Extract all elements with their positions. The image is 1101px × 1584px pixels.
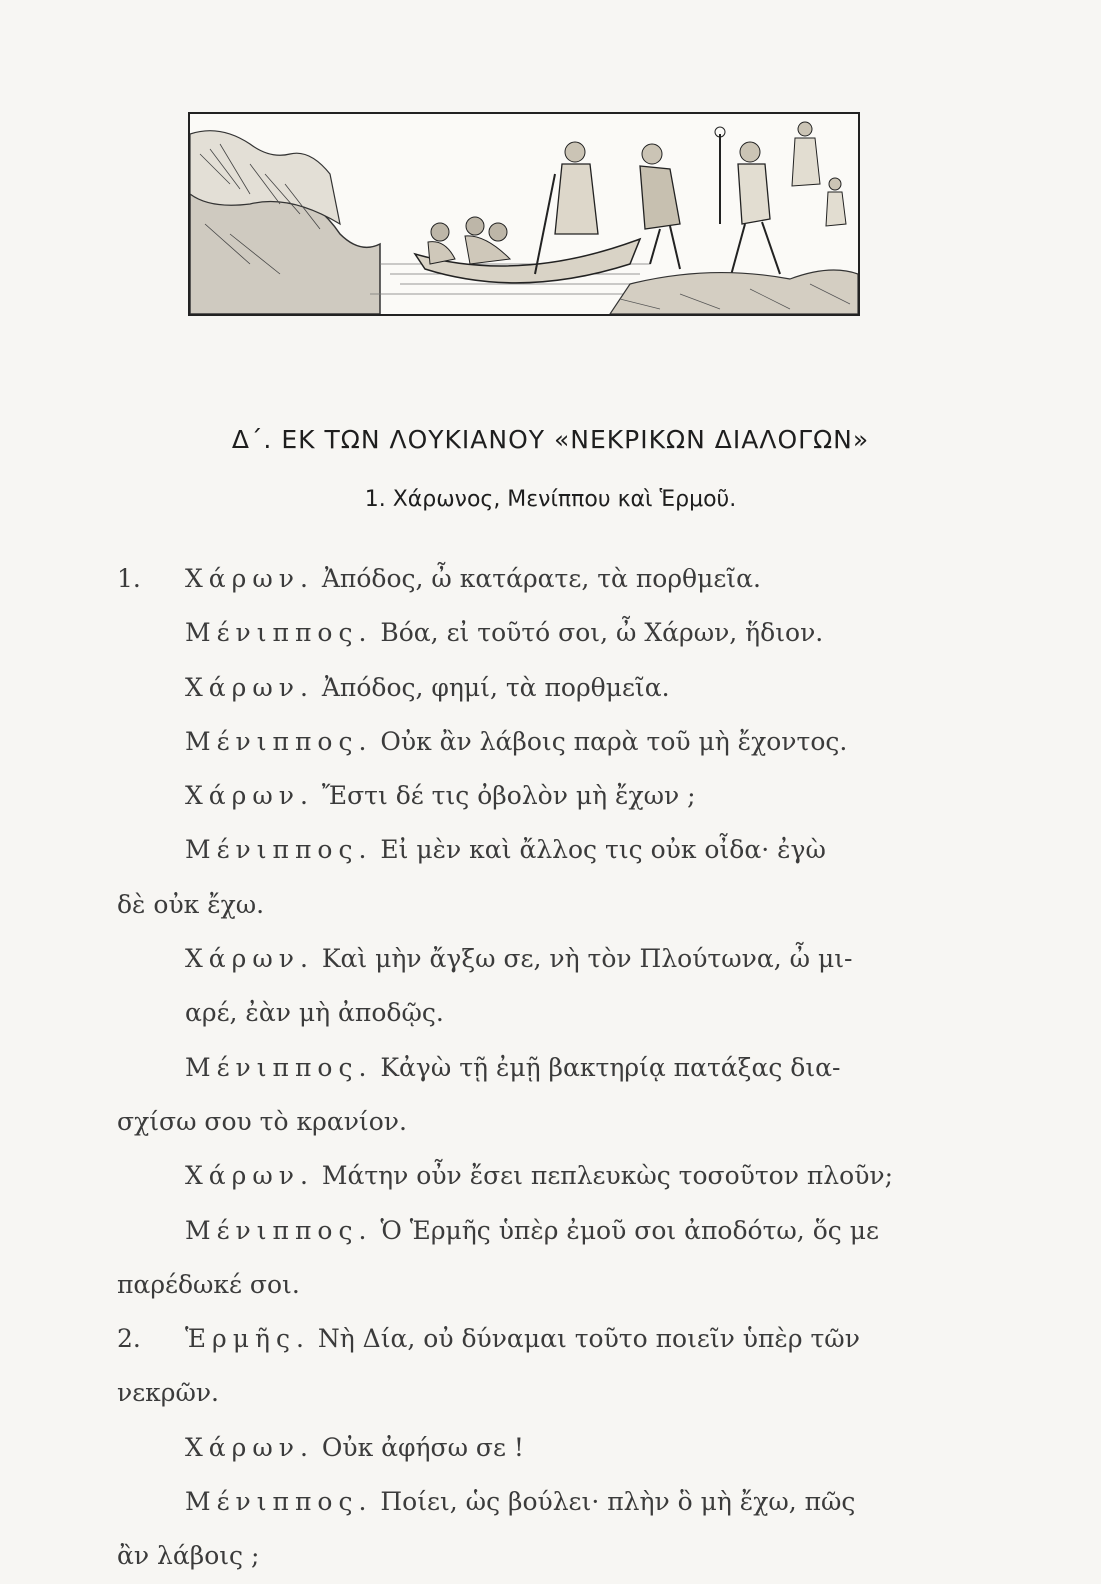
speech-text: ἂν λάβοις ; — [117, 1541, 260, 1571]
line-body — [117, 618, 823, 647]
engraving-illustration — [188, 112, 860, 316]
speech-text: Οὐκ ἀφήσω σε ! — [321, 1432, 524, 1462]
dialogue-line — [117, 932, 937, 986]
speaker-name: Μένιππος. — [185, 726, 373, 756]
dialogue-line — [117, 823, 937, 877]
line-body — [117, 564, 761, 593]
dialogue-line — [117, 1366, 937, 1420]
speaker-name: Μένιππος. — [185, 618, 373, 648]
dialogue-line — [117, 1421, 937, 1475]
line-body — [117, 1324, 860, 1353]
dialogue-line — [117, 1312, 937, 1366]
speech-text: Βόα, εἰ τοῦτό σοι, ὦ Χάρων, ἥδιον. — [380, 618, 824, 648]
dialogue-line — [117, 986, 937, 1040]
speaker-name: Χάρων. — [185, 564, 314, 593]
dialogue-line — [117, 661, 937, 715]
dialogue-line — [117, 606, 937, 660]
dialogue-line — [117, 1041, 937, 1095]
speech-text: Καὶ μὴν ἄγξω σε, νὴ τὸν Πλούτωνα, ὦ μι- — [321, 944, 853, 974]
speech-text: Ἔστι δέ τις ὀβολὸν μὴ ἔχων ; — [321, 781, 696, 811]
line-body — [117, 998, 444, 1027]
speaker-name: Χάρων. — [185, 781, 314, 811]
dialogue-line — [117, 715, 937, 769]
speech-text: Εἰ μὲν καὶ ἄλλος τις οὐκ οἶδα· ἐγὼ — [380, 835, 826, 865]
speech-text: αρέ, ἐὰν μὴ ἀποδῷς. — [185, 998, 444, 1028]
line-body — [117, 890, 264, 919]
speaker-name: Μένιππος. — [185, 1215, 373, 1245]
line-body — [117, 1053, 840, 1082]
section-subheading: 1. Χάρωνος, Μενίππου καὶ Ἑρμοῦ. — [364, 487, 737, 512]
speaker-name: Ἑρμῆς. — [185, 1324, 310, 1354]
speaker-name: Χάρων. — [185, 1161, 314, 1191]
speech-text: νεκρῶν. — [117, 1378, 220, 1408]
dialogue-line — [117, 1529, 937, 1583]
speaker-name: Μένιππος. — [185, 1487, 373, 1517]
line-body — [117, 835, 826, 864]
line-body — [117, 1107, 407, 1136]
paragraph-number: 2. — [117, 1324, 141, 1354]
line-body — [117, 1487, 855, 1516]
dialogue-line — [117, 552, 937, 606]
speaker-name: Χάρων. — [185, 1432, 314, 1462]
speaker-name: Χάρων. — [185, 672, 314, 702]
paragraph-number: 1. — [117, 564, 141, 593]
line-body — [117, 944, 852, 973]
speech-text: Ποίει, ὡς βούλει· πλὴν ὃ μὴ ἔχω, πῶς — [380, 1487, 856, 1517]
chapter-heading: Δ΄. ΕΚ ΤΩΝ ΛΟΥΚΙΑΝΟΥ «ΝΕΚΡΙΚΩΝ ΔΙΑΛΟΓΩΝ» — [231, 425, 870, 454]
dialogue-line — [117, 1204, 937, 1258]
dialogue-text — [117, 552, 937, 1584]
speech-text: Νὴ Δία, οὐ δύναμαι τοῦτο ποιεῖν ὑπὲρ τῶν — [317, 1324, 860, 1354]
dialogue-line — [117, 1258, 937, 1312]
speech-text: σχίσω σου τὸ κρανίον. — [117, 1106, 407, 1136]
engraving-charon-boat-icon — [190, 114, 858, 314]
line-body — [117, 1161, 893, 1190]
speech-text: Οὐκ ἂν λάβοις παρὰ τοῦ μὴ ἔχοντος. — [380, 726, 848, 756]
speaker-name: Μένιππος. — [185, 1052, 373, 1082]
line-body — [117, 1433, 524, 1462]
line-body — [117, 1216, 879, 1245]
dialogue-line — [117, 878, 937, 932]
speech-text: Ἀπόδος, φημί, τὰ πορθμεῖα. — [321, 672, 670, 702]
line-body — [117, 781, 696, 810]
dialogue-line — [117, 769, 937, 823]
line-body — [117, 1270, 300, 1299]
speaker-name: Χάρων. — [185, 944, 314, 974]
speech-text: Μάτην οὖν ἔσει πεπλευκὼς τοσοῦτον πλοῦν; — [321, 1161, 894, 1191]
line-body — [117, 673, 670, 702]
dialogue-line — [117, 1475, 937, 1529]
speech-text: παρέδωκέ σοι. — [117, 1269, 300, 1299]
speech-text: δὲ οὐκ ἔχω. — [117, 889, 265, 919]
dialogue-line — [117, 1149, 937, 1203]
line-body — [117, 1541, 259, 1570]
speech-text: Ἀπόδος, ὦ κατάρατε, τὰ πορθμεῖα. — [321, 564, 761, 593]
line-body — [117, 1378, 219, 1407]
dialogue-line — [117, 1095, 937, 1149]
line-body — [117, 727, 847, 756]
speech-text: Ὁ Ἑρμῆς ὑπὲρ ἐμοῦ σοι ἀποδότω, ὅς με — [380, 1215, 879, 1245]
speaker-name: Μένιππος. — [185, 835, 373, 865]
speech-text: Κἀγὼ τῇ ἐμῇ βακτηρίᾳ πατάξας δια- — [380, 1052, 841, 1082]
